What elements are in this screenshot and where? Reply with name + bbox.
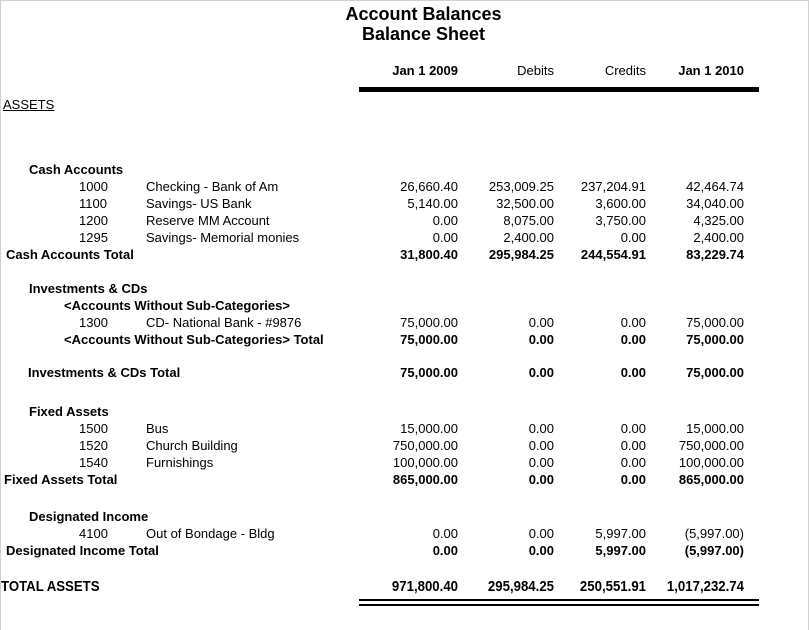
- column-header-debits: Debits: [517, 63, 554, 78]
- report-row: [1, 525, 809, 542]
- amount-cell: 75,000.00: [686, 365, 744, 380]
- amount-cell: 0.00: [528, 543, 554, 558]
- report-row: [1, 508, 809, 525]
- row-label: Fixed Assets: [29, 404, 109, 419]
- row-amounts: [361, 437, 744, 454]
- amount-cell: 8,075.00: [503, 213, 554, 228]
- row-label: TOTAL ASSETS: [1, 578, 100, 595]
- amount-cell: 0.00: [620, 315, 646, 330]
- amount-cell: 32,500.00: [496, 196, 554, 211]
- amount-cell: 253,009.25: [488, 179, 554, 194]
- account-number: 1540: [79, 455, 108, 470]
- account-number: 1520: [79, 438, 108, 453]
- amount-cell: 1,017,232.74: [666, 578, 744, 595]
- amount-cell: 0.00: [528, 438, 554, 453]
- section-heading-assets: ASSETS: [3, 97, 55, 112]
- column-headers: [361, 63, 744, 78]
- row-amounts: [361, 229, 744, 246]
- column-header-jan-1-2010: Jan 1 2010: [678, 63, 744, 78]
- row-label: Designated Income Total: [6, 543, 159, 558]
- row-label: Checking - Bank of Am: [146, 179, 279, 194]
- row-amounts: [361, 471, 744, 488]
- amount-cell: (5,997.00): [684, 526, 744, 541]
- account-number: 1200: [79, 213, 108, 228]
- row-label: Designated Income: [29, 509, 149, 524]
- amount-cell: 0.00: [620, 438, 646, 453]
- report-row: [1, 314, 809, 331]
- row-label: Reserve MM Account: [146, 213, 270, 228]
- row-label: Investments & CDs: [29, 281, 148, 296]
- row-amounts: [361, 454, 744, 471]
- row-amounts: [361, 420, 744, 437]
- report-title: Account Balances: [345, 4, 502, 24]
- account-number: 1295: [79, 230, 108, 245]
- amount-cell: 0.00: [528, 472, 554, 487]
- amount-cell: 237,204.91: [580, 179, 646, 194]
- amount-cell: 75,000.00: [686, 332, 744, 347]
- amount-cell: 750,000.00: [392, 438, 458, 453]
- amount-cell: (5,997.00): [684, 543, 744, 558]
- column-header-credits: Credits: [604, 63, 646, 78]
- row-amounts: [361, 246, 744, 263]
- row-label: Cash Accounts Total: [6, 247, 134, 262]
- amount-cell: 0.00: [528, 315, 554, 330]
- amount-cell: 971,800.40: [391, 578, 458, 595]
- report-row: [1, 280, 809, 297]
- amount-cell: 0.00: [432, 230, 458, 245]
- amount-cell: 100,000.00: [392, 455, 458, 470]
- amount-cell: 15,000.00: [400, 421, 458, 436]
- report-row: [1, 454, 809, 471]
- grand-total-double-rule: [359, 599, 759, 606]
- amount-cell: 100,000.00: [678, 455, 744, 470]
- amount-cell: 75,000.00: [400, 315, 458, 330]
- amount-cell: 750,000.00: [678, 438, 744, 453]
- amount-cell: 865,000.00: [678, 472, 744, 487]
- column-header-jan-1-2009: Jan 1 2009: [392, 63, 458, 78]
- amount-cell: 0.00: [432, 543, 458, 558]
- row-label: Out of Bondage - Bldg: [146, 526, 275, 541]
- amount-cell: 5,997.00: [595, 543, 646, 558]
- amount-cell: 75,000.00: [686, 315, 744, 330]
- amount-cell: 34,040.00: [686, 196, 744, 211]
- report-row: [1, 471, 809, 488]
- amount-cell: 0.00: [620, 455, 646, 470]
- row-label: Savings- Memorial monies: [146, 230, 300, 245]
- amount-cell: 865,000.00: [392, 472, 458, 487]
- row-amounts: [361, 578, 744, 595]
- amount-cell: 0.00: [620, 421, 646, 436]
- amount-cell: 0.00: [620, 365, 646, 380]
- row-amounts: [361, 364, 744, 381]
- report-row: [1, 297, 809, 314]
- amount-cell: 0.00: [528, 365, 554, 380]
- amount-cell: 0.00: [528, 421, 554, 436]
- amount-cell: 5,997.00: [595, 526, 646, 541]
- row-amounts: [361, 314, 744, 331]
- report-row: [1, 246, 809, 263]
- report-row: [1, 331, 809, 348]
- amount-cell: 31,800.40: [400, 247, 458, 262]
- report-subtitle: Balance Sheet: [361, 24, 486, 44]
- amount-cell: 295,984.25: [487, 578, 554, 595]
- amount-cell: 15,000.00: [686, 421, 744, 436]
- amount-cell: 0.00: [620, 472, 646, 487]
- report-row: [1, 195, 809, 212]
- amount-cell: 83,229.74: [686, 247, 744, 262]
- amount-cell: 0.00: [528, 455, 554, 470]
- row-amounts: [361, 525, 744, 542]
- row-label: Bus: [146, 421, 169, 436]
- amount-cell: 0.00: [432, 213, 458, 228]
- report-row: [1, 178, 809, 195]
- amount-cell: 295,984.25: [488, 247, 554, 262]
- amount-cell: 0.00: [620, 230, 646, 245]
- amount-cell: 0.00: [528, 332, 554, 347]
- row-label: CD- National Bank - #9876: [146, 315, 302, 330]
- row-label: Investments & CDs Total: [28, 365, 181, 380]
- amount-cell: 26,660.40: [400, 179, 458, 194]
- amount-cell: 250,551.91: [579, 578, 646, 595]
- row-label: <Accounts Without Sub-Categories> Total: [64, 332, 324, 347]
- report-row: [1, 403, 809, 420]
- row-amounts: [361, 178, 744, 195]
- amount-cell: 0.00: [432, 526, 458, 541]
- row-label: Fixed Assets Total: [4, 472, 118, 487]
- account-number: 1500: [79, 421, 108, 436]
- account-number: 1100: [79, 196, 107, 211]
- header-rule: [359, 87, 759, 92]
- row-amounts: [361, 542, 744, 559]
- amount-cell: 244,554.91: [580, 247, 646, 262]
- report-row: [1, 437, 809, 454]
- amount-cell: 2,400.00: [503, 230, 554, 245]
- row-amounts: [361, 212, 744, 229]
- account-number: 1000: [79, 179, 108, 194]
- row-label: <Accounts Without Sub-Categories>: [64, 298, 290, 313]
- report-row: [1, 161, 809, 178]
- amount-cell: 0.00: [620, 332, 646, 347]
- amount-cell: 75,000.00: [400, 332, 458, 347]
- report-row: [1, 229, 809, 246]
- row-label: Furnishings: [146, 455, 214, 470]
- report-row: [1, 578, 809, 595]
- row-label: Church Building: [146, 438, 238, 453]
- account-number: 1300: [79, 315, 108, 330]
- report-row: [1, 542, 809, 559]
- report-rows: [1, 161, 809, 595]
- account-number: 4100: [79, 526, 108, 541]
- amount-cell: 75,000.00: [400, 365, 458, 380]
- amount-cell: 3,600.00: [595, 196, 646, 211]
- amount-cell: 3,750.00: [595, 213, 646, 228]
- report-row: [1, 420, 809, 437]
- amount-cell: 0.00: [528, 526, 554, 541]
- row-amounts: [361, 331, 744, 348]
- report-row: [1, 364, 809, 381]
- row-label: Cash Accounts: [29, 162, 124, 177]
- row-label: Savings- US Bank: [146, 196, 252, 211]
- row-amounts: [361, 195, 744, 212]
- amount-cell: 2,400.00: [693, 230, 744, 245]
- amount-cell: 5,140.00: [407, 196, 458, 211]
- report-title-block: [37, 4, 809, 44]
- amount-cell: 42,464.74: [686, 179, 744, 194]
- report-row: [1, 212, 809, 229]
- amount-cell: 4,325.00: [693, 213, 744, 228]
